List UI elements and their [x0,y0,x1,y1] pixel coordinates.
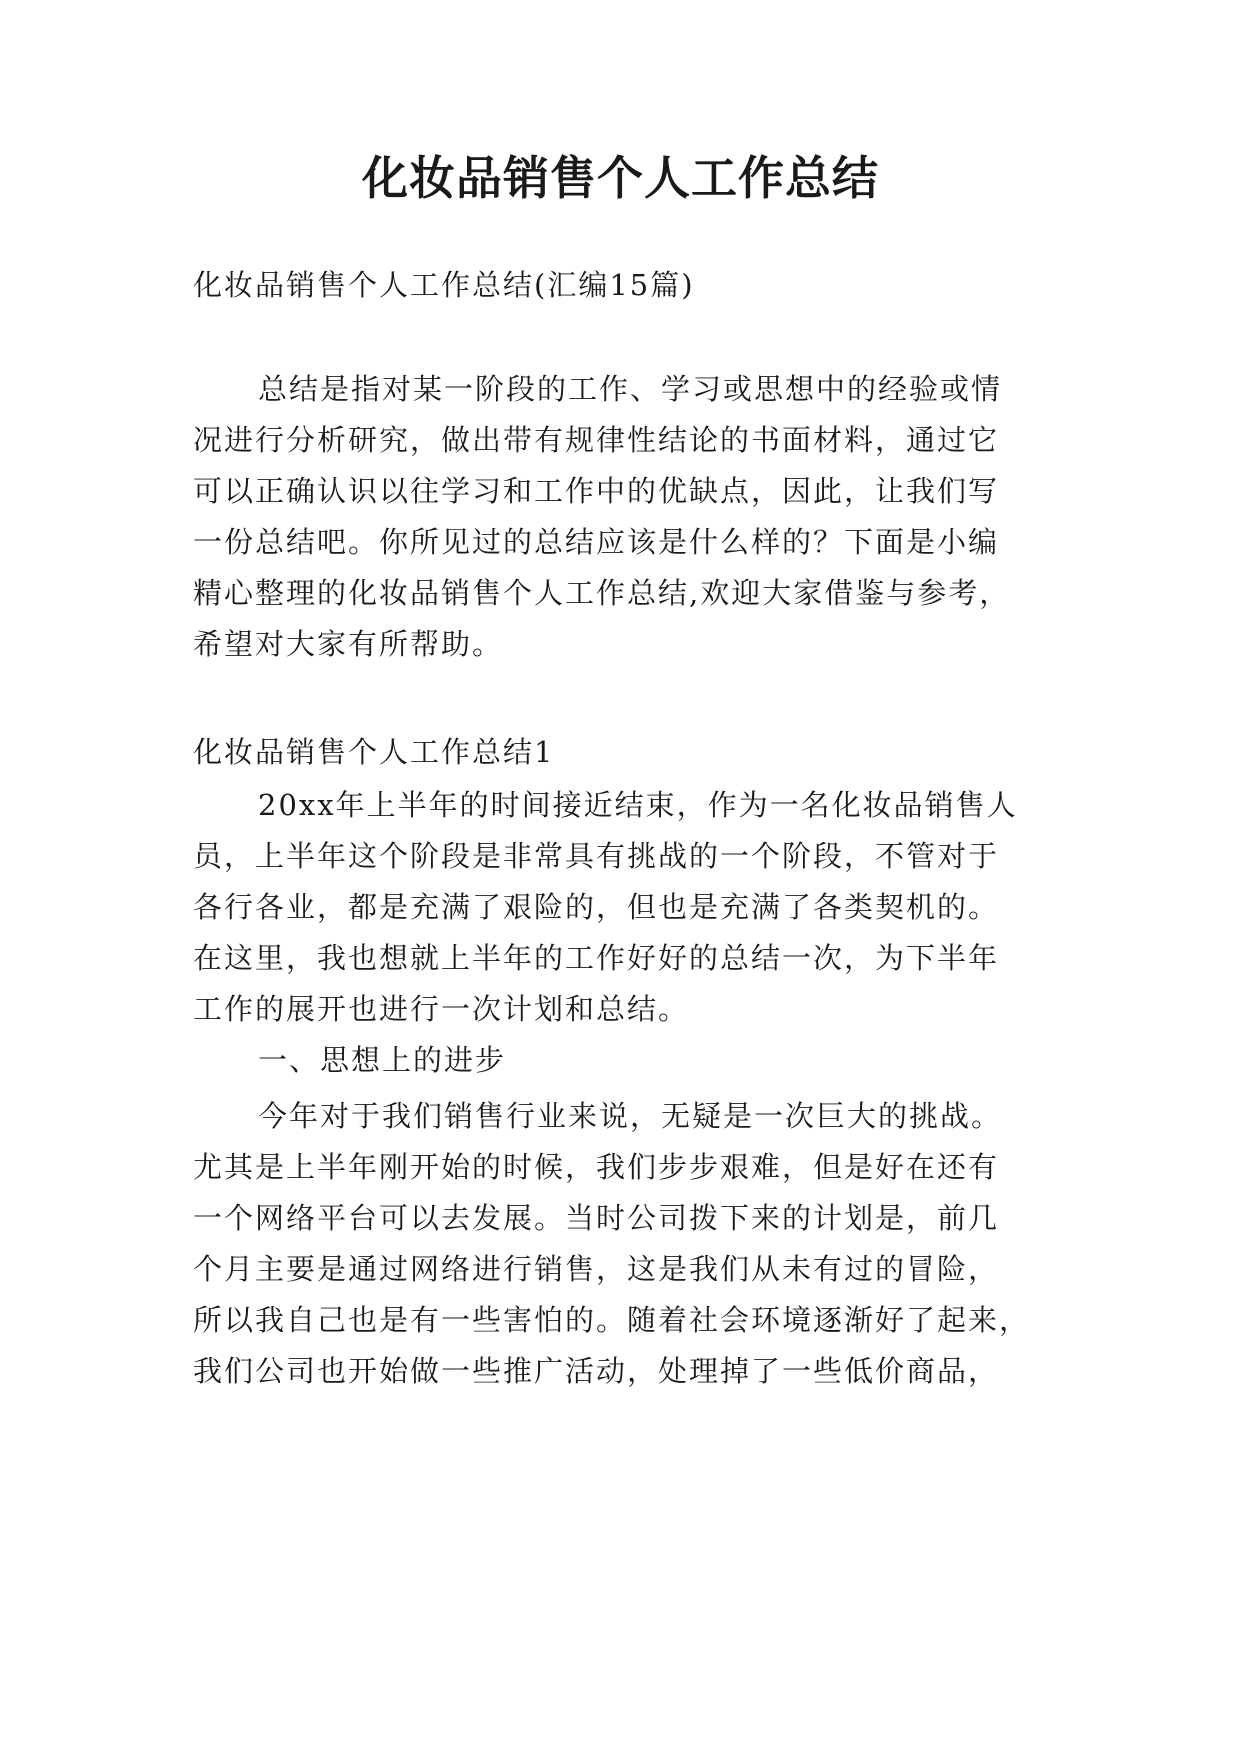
paragraph-line: 尤其是上半年刚开始的时候，我们步步艰难，但是好在还有 [193,1150,1000,1184]
intro-line: 可以正确认识以往学习和工作中的优缺点，因此，让我们写 [193,474,1000,508]
intro-line: 精心整理的化妆品销售个人工作总结,欢迎大家借鉴与参考， [193,576,1011,610]
document-title: 化妆品销售个人工作总结 [362,151,879,205]
paragraph-line: 今年对于我们销售行业来说，无疑是一次巨大的挑战。 [258,1099,1003,1133]
document-subtitle: 化妆品销售个人工作总结(汇编15篇) [193,268,695,302]
paragraph-line: 一个网络平台可以去发展。当时公司拨下来的计划是，前几 [193,1201,1000,1235]
paragraph-line: 在这里，我也想就上半年的工作好好的总结一次，为下半年 [193,941,1000,975]
paragraph-line: 20xx年上半年的时间接近结束，作为一名化妆品销售人 [258,788,1018,822]
intro-line: 总结是指对某一阶段的工作、学习或思想中的经验或情 [258,372,1003,406]
paragraph-line: 各行各业，都是充满了艰险的，但也是充满了各类契机的。 [193,890,1000,924]
section-heading: 化妆品销售个人工作总结1 [193,735,555,769]
paragraph-line: 工作的展开也进行一次计划和总结。 [193,992,690,1026]
paragraph-line: 我们公司也开始做一些推广活动，处理掉了一些低价商品， [193,1354,1000,1388]
intro-line: 希望对大家有所帮助。 [193,627,504,661]
paragraph-line: 个月主要是通过网络进行销售，这是我们从未有过的冒险， [193,1252,1000,1286]
paragraph-line: 员，上半年这个阶段是非常具有挑战的一个阶段，不管对于 [193,839,1000,873]
intro-line: 一份总结吧。你所见过的总结应该是什么样的？下面是小编 [193,525,1000,559]
paragraph-line: 所以我自己也是有一些害怕的。随着社会环境逐渐好了起来， [193,1303,1031,1337]
intro-line: 况进行分析研究，做出带有规律性结论的书面材料，通过它 [193,423,1000,457]
sub-heading: 一、思想上的进步 [258,1043,507,1077]
